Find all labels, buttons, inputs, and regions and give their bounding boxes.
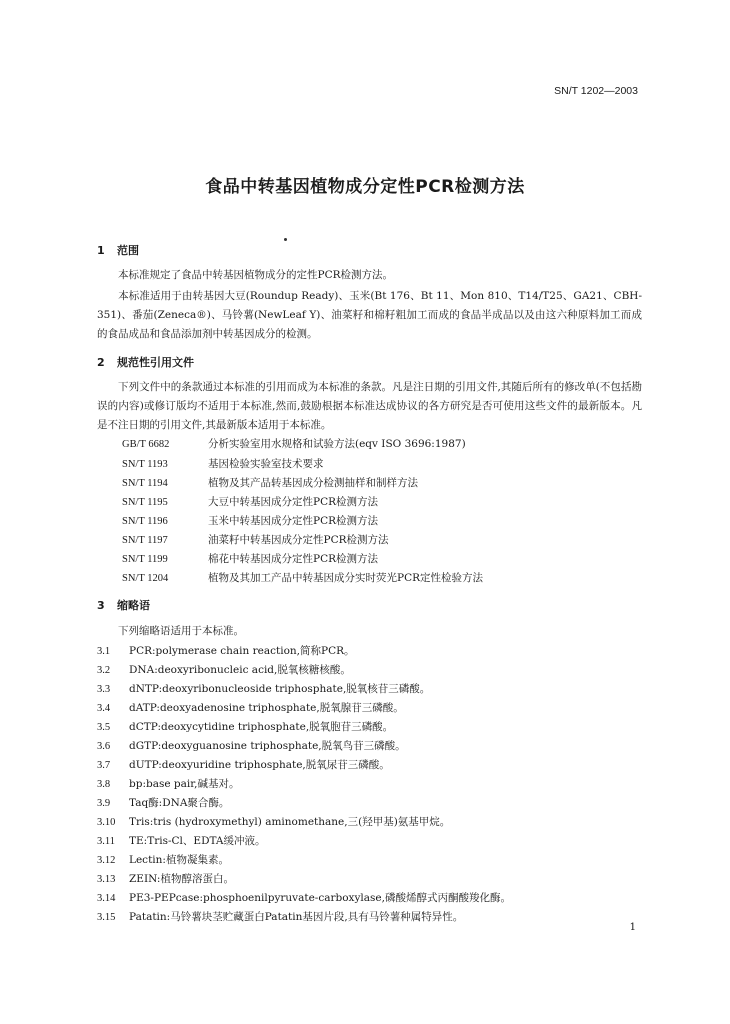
section-1-p1-text: 本标准规定了食品中转基因植物成分的定性PCR检测方法。: [118, 269, 394, 281]
reference-code: SN/T 1196: [122, 516, 168, 527]
reference-item: [122, 570, 483, 585]
reference-title: 大豆中转基因成分定性PCR检测方法: [208, 496, 379, 508]
section-1-number: 1: [97, 244, 105, 257]
reference-code: SN/T 1195: [122, 497, 168, 508]
section-1-p1: [97, 266, 642, 285]
term-text: dATP:deoxyadenosine triphosphate,脱氧腺苷三磷酸。: [129, 702, 404, 714]
term-text: dUTP:deoxyuridine triphosphate,脱氧尿苷三磷酸。: [129, 759, 390, 771]
section-1-heading: [97, 242, 139, 258]
stray-dot: [284, 238, 287, 241]
section-3-number: 3: [97, 599, 105, 612]
reference-title: 基因检验实验室技术要求: [208, 458, 324, 470]
page-number: 1: [629, 922, 636, 933]
section-1-title: 范围: [117, 244, 139, 257]
term-number: 3.2: [97, 665, 111, 676]
reference-title: 玉米中转基因成分定性PCR检测方法: [208, 515, 379, 527]
term-number: 3.6: [97, 741, 111, 752]
term-number: 3.7: [97, 760, 111, 771]
term-text: ZEIN:植物醇溶蛋白。: [129, 873, 234, 885]
reference-item: [122, 532, 389, 547]
section-3-intro: [97, 622, 642, 641]
page-title: 食品中转基因植物成分定性PCR检测方法: [205, 177, 525, 197]
term-item: [97, 890, 511, 905]
section-3-heading: [97, 597, 150, 613]
term-item: [97, 833, 266, 848]
reference-item: [122, 475, 418, 490]
reference-item: [122, 513, 378, 528]
section-1-p2-text: 本标准适用于由转基因大豆(Roundup Ready)、玉米(Bt 176、Bt 11、Mon 810、T14/T25、GA21、CBH-351)、番茄(Zeneca®)、马铃薯(NewLeaf Y)、油菜籽和棉籽粗加工而成的食品半成品以及由这六种原料加工而成的食品成品和食品添加剂中转基因成分的检测。: [97, 290, 642, 340]
term-item: [97, 757, 390, 772]
reference-item: [122, 551, 378, 566]
term-item: [97, 795, 229, 810]
term-number: 3.10: [97, 817, 116, 828]
term-number: 3.9: [97, 798, 111, 809]
term-number: 3.13: [97, 874, 116, 885]
section-2-title: 规范性引用文件: [117, 356, 194, 369]
reference-title: 植物及其产品转基因成分检测抽样和制样方法: [208, 477, 418, 489]
doc-code: SN/T 1202—2003: [554, 85, 638, 97]
term-item: [97, 814, 450, 829]
term-text: TE:Tris-Cl、EDTA缓冲液。: [129, 835, 266, 847]
reference-item: [122, 436, 466, 451]
section-1-p2: [97, 287, 642, 344]
reference-title: 油菜籽中转基因成分定性PCR检测方法: [208, 534, 389, 546]
term-number: 3.14: [97, 893, 116, 904]
term-item: [97, 909, 463, 924]
term-number: 3.4: [97, 703, 111, 714]
reference-code: SN/T 1193: [122, 459, 168, 470]
term-text: DNA:deoxyribonucleic acid,脱氧核糖核酸。: [129, 664, 351, 676]
term-number: 3.12: [97, 855, 116, 866]
term-number: 3.5: [97, 722, 111, 733]
reference-item: [122, 494, 378, 509]
reference-title: 植物及其加工产品中转基因成分实时荧光PCR定性检验方法: [208, 572, 484, 584]
term-number: 3.1: [97, 646, 111, 657]
term-text: dNTP:deoxyribonucleoside triphosphate,脱氧核苷三磷酸。: [129, 683, 431, 695]
section-2-heading: [97, 354, 194, 370]
term-item: [97, 681, 430, 696]
section-3-intro-text: 下列缩略语适用于本标准。: [118, 625, 244, 637]
term-text: dCTP:deoxycytidine triphosphate,脱氧胞苷三磷酸。: [129, 721, 394, 733]
term-number: 3.15: [97, 912, 116, 923]
term-number: 3.8: [97, 779, 111, 790]
term-text: PE3-PEPcase:phosphoenilpyruvate-carboxylase,磷酸烯醇式丙酮酸羧化酶。: [129, 892, 511, 904]
term-text: Taq酶:DNA聚合酶。: [129, 797, 230, 809]
term-text: dGTP:deoxyguanosine triphosphate,脱氧鸟苷三磷酸。: [129, 740, 406, 752]
term-item: [97, 700, 404, 715]
term-item: [97, 852, 229, 867]
term-item: [97, 643, 355, 658]
term-text: Patatin:马铃薯块茎贮藏蛋白Patatin基因片段,具有马铃薯种属特异性。: [129, 911, 464, 923]
term-item: [97, 738, 406, 753]
term-item: [97, 776, 239, 791]
reference-item: [122, 456, 324, 471]
reference-code: GB/T 6682: [122, 439, 170, 450]
term-text: Lectin:植物凝集素。: [129, 854, 229, 866]
section-2-number: 2: [97, 356, 105, 369]
term-item: [97, 719, 393, 734]
term-item: [97, 871, 234, 886]
section-2-intro-text: 下列文件中的条款通过本标准的引用而成为本标准的条款。凡是注日期的引用文件,其随后所有的修改单(不包括勘误的内容)或修订版均不适用于本标准,然而,鼓励根据本标准达成协议的各方研究是否可使用这些文件的最新版本。凡是不注日期的引用文件,其最新版本适用于本标准。: [97, 381, 642, 431]
reference-title: 分析实验室用水规格和试验方法(eqv ISO 3696:1987): [208, 438, 466, 450]
reference-code: SN/T 1199: [122, 554, 168, 565]
reference-code: SN/T 1197: [122, 535, 168, 546]
term-text: PCR:polymerase chain reaction,简称PCR。: [129, 645, 355, 657]
term-item: [97, 662, 351, 677]
section-3-title: 缩略语: [117, 599, 150, 612]
term-number: 3.3: [97, 684, 111, 695]
reference-title: 棉花中转基因成分定性PCR检测方法: [208, 553, 379, 565]
reference-code: SN/T 1204: [122, 573, 169, 584]
section-2-intro: [97, 378, 642, 435]
reference-code: SN/T 1194: [122, 478, 168, 489]
term-number: 3.11: [97, 836, 115, 847]
term-text: bp:base pair,碱基对。: [129, 778, 240, 790]
term-text: Tris:tris (hydroxymethyl) aminomethane,三(羟甲基)氨基甲烷。: [129, 816, 451, 828]
